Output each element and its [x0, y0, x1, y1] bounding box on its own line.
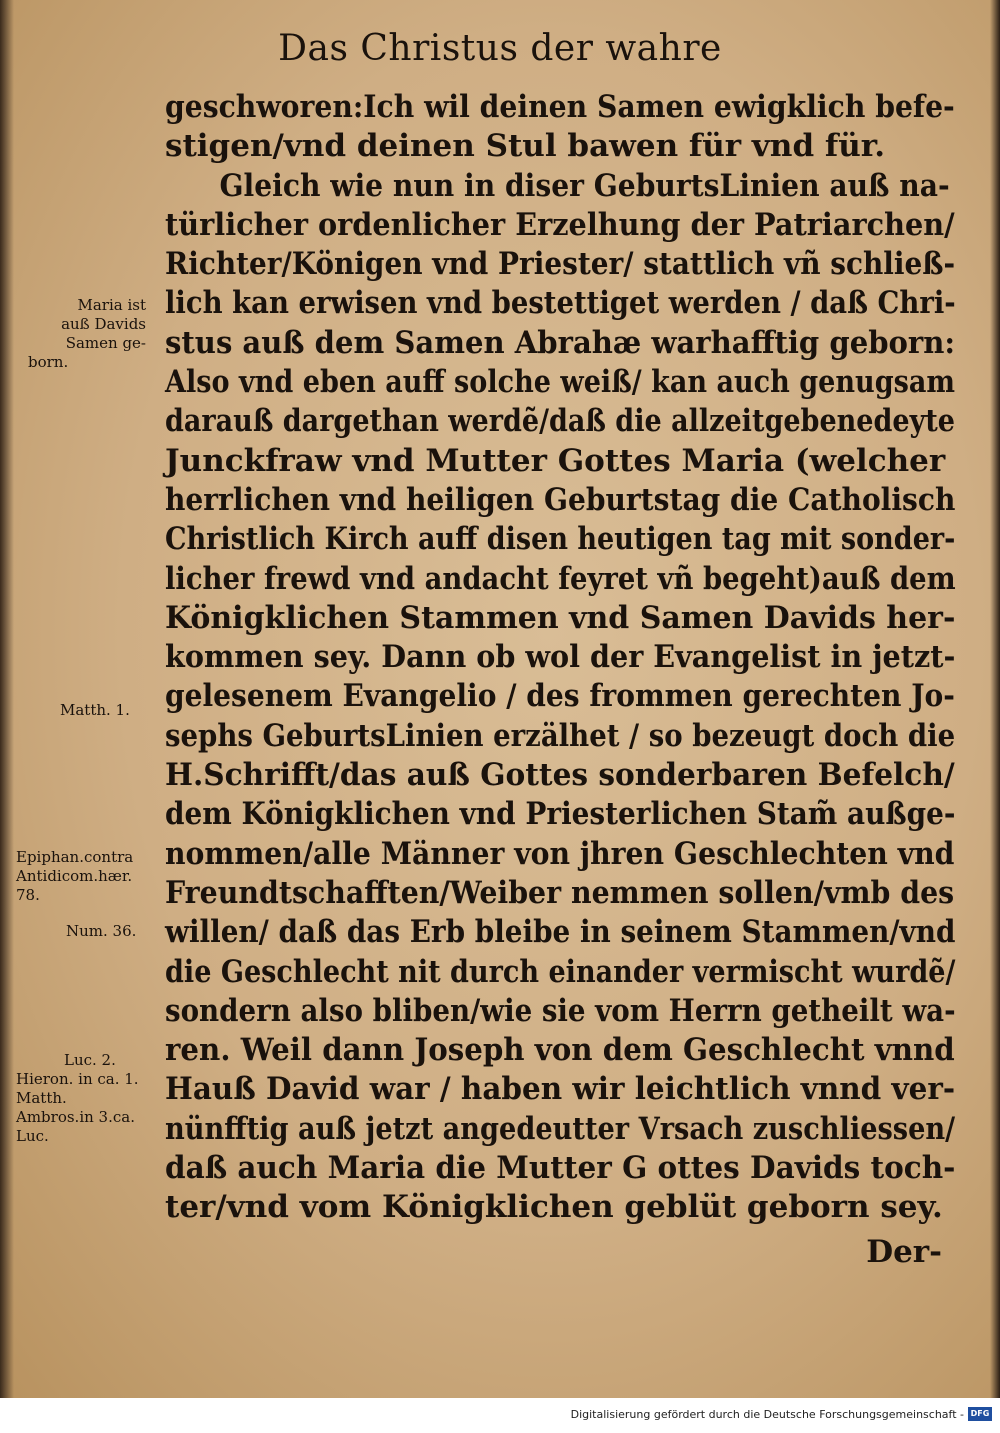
text-line: Also vnd eben auff solche weiß/ kan auch genugsam	[165, 364, 956, 401]
text-line: dem Königklichen vnd Priesterlichen Stam̃ außge-	[165, 796, 956, 833]
footer-bar	[0, 1398, 1000, 1433]
text-line: ren. Weil dann Joseph von dem Geschlecht vnnd	[165, 1032, 955, 1069]
text-line: nommen/alle Männer von jhren Geschlechten vnd	[165, 835, 955, 872]
text-line: Junckfraw vnd Mutter Gottes Maria (welcher	[165, 442, 946, 479]
margin-note-line: Luc.	[16, 1127, 49, 1145]
text-line: H.Schrifft/das auß Gottes sonderbaren Befelch/	[165, 757, 955, 794]
text-line: herrlichen vnd heiligen Geburtstag die Catholisch	[165, 481, 956, 518]
margin-note-line: Antidicom.hær.	[16, 867, 133, 885]
main-text-block	[165, 88, 955, 1228]
footer-credit: Digitalisierung gefördert durch die Deutsche Forschungsgemeinschaft -	[570, 1408, 964, 1421]
running-title: Das Christus der wahre	[278, 28, 722, 69]
margin-note-line: Matth. 1.	[60, 701, 130, 719]
margin-note-matth	[60, 701, 130, 720]
text-line: darauß dargethan werdẽ/daß die allzeitgebenedeyte	[165, 403, 955, 440]
margin-note-line: Maria ist	[77, 296, 146, 314]
text-line: Freundtschafften/Weiber nemmen sollen/vmb des	[165, 874, 955, 911]
margin-note-line: Ambros.in 3.ca.	[16, 1108, 135, 1126]
margin-note-line: 78.	[16, 886, 40, 904]
catchword: Der-	[866, 1234, 942, 1270]
text-line: kommen sey. Dann ob wol der Evangelist in jetzt-	[165, 639, 956, 676]
margin-note-line: Hieron. in ca. 1.	[16, 1070, 139, 1088]
text-line: stigen/vnd deinen Stul bawen für vnd für.	[165, 128, 886, 165]
dfg-logo: DFG	[968, 1407, 992, 1421]
margin-note-line: born.	[28, 353, 69, 371]
margin-note-line: Matth.	[16, 1089, 67, 1107]
text-line: willen/ daß das Erb bleibe in seinem Stammen/vnd	[165, 914, 956, 951]
text-line: Christlich Kirch auff disen heutigen tag mit sonder-	[165, 521, 956, 558]
margin-note-epiphan	[16, 848, 133, 905]
margin-note-line: Num. 36.	[66, 922, 137, 940]
margin-note-line: Epiphan.contra	[16, 848, 134, 866]
text-line: daß auch Maria die Mutter G ottes Davids toch-	[165, 1150, 956, 1187]
text-line: ter/vnd vom Königklichen geblüt geborn sey.	[165, 1189, 943, 1226]
text-line: gelesenem Evangelio / des frommen gerechten Jo-	[165, 678, 955, 715]
text-line: sephs GeburtsLinien erzälhet / so bezeugt doch die	[165, 717, 956, 754]
text-line: die Geschlecht nit durch einander vermischt wurdẽ/	[165, 953, 956, 990]
margin-note-maria	[28, 296, 146, 372]
margin-note-num	[66, 922, 136, 941]
text-line: nünfftig auß jetzt angedeutter Vrsach zuschliessen/	[165, 1110, 956, 1147]
margin-note-line: Luc. 2.	[64, 1051, 116, 1069]
margin-note-line: Samen ge-	[65, 334, 146, 352]
text-line: geschworen:Ich wil deinen Samen ewigklich befe-	[165, 89, 955, 125]
margin-note-line: auß Davids	[61, 315, 146, 333]
text-line: Richter/Königen vnd Priester/ stattlich vñ schließ-	[165, 246, 956, 283]
text-line: türlicher ordenlicher Erzelhung der Patriarchen/	[165, 206, 955, 243]
text-line: lich kan erwisen vnd bestettiget werden / daß Chri-	[165, 285, 956, 322]
text-line: stus auß dem Samen Abrahæ warhafftig geborn:	[165, 324, 956, 361]
text-line: Königklichen Stammen vnd Samen Davids her-	[165, 599, 956, 636]
text-line: licher frewd vnd andacht feyret vñ begeht)auß dem	[165, 560, 956, 597]
margin-note-luc	[16, 1051, 139, 1146]
text-line: Gleich wie nun in diser GeburtsLinien auß na-	[219, 167, 950, 204]
text-line: sondern also bliben/wie sie vom Herrn getheilt wa-	[165, 992, 956, 1029]
text-line: Hauß David war / haben wir leichtlich vnnd ver-	[165, 1071, 956, 1108]
